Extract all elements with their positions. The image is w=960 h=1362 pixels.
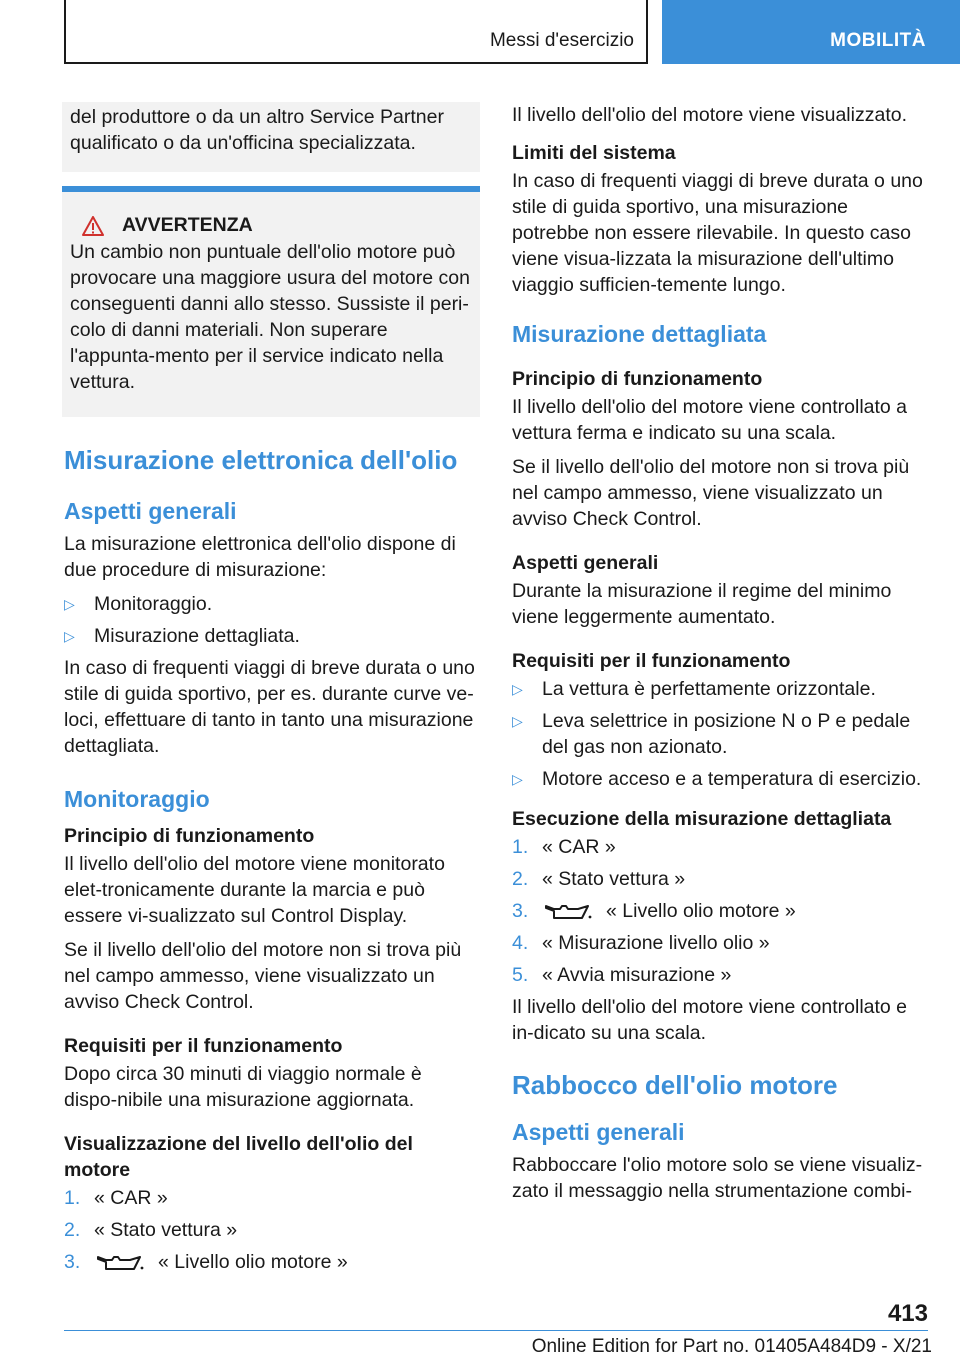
list-item bbox=[512, 708, 928, 760]
list-item-text: La vettura è perfettamente orizzontale. bbox=[542, 678, 876, 700]
heading-detail-general: Aspetti generali bbox=[512, 552, 659, 574]
step-item bbox=[64, 1249, 480, 1275]
step-number: 2. bbox=[64, 1219, 81, 1241]
heading-requirements: Requisiti per il funzionamento bbox=[64, 1035, 343, 1057]
step-text: « Misurazione livello olio » bbox=[542, 932, 770, 954]
detail-principle-text-2: Se il livello dell'olio del motore non si trova più nel campo ammesso, viene visualizzato un avviso Check Control. bbox=[512, 456, 910, 530]
warning-header bbox=[70, 214, 472, 237]
result-text: Il livello dell'olio del motore viene controllato e in-dicato su una scala. bbox=[512, 996, 908, 1044]
footer-divider bbox=[64, 1330, 928, 1331]
heading-principle: Principio di funzionamento bbox=[64, 825, 315, 847]
heading-principle-detail: Principio di funzionamento bbox=[512, 368, 763, 390]
heading-execution: Esecuzione della misurazione dettagliata bbox=[512, 808, 892, 830]
heading-electronic-oil: Misurazione elettronica dell'olio bbox=[64, 445, 458, 475]
header-section-box bbox=[64, 0, 648, 64]
heading-detailed: Misurazione dettagliata bbox=[512, 321, 767, 347]
step-item bbox=[512, 866, 928, 892]
page-number: 413 bbox=[887, 1300, 928, 1327]
right-column bbox=[512, 102, 928, 1212]
execution-steps bbox=[512, 834, 928, 988]
heading-general: Aspetti generali bbox=[64, 498, 237, 524]
heading-display-level: Visualizzazione del livello dell'olio del motore bbox=[64, 1133, 413, 1181]
list-item-text: Leva selettrice in posizione N o P e pedale del gas non azionato. bbox=[542, 710, 911, 758]
top-text: Il livello dell'olio del motore viene visualizzato. bbox=[512, 104, 907, 126]
oil-can-icon bbox=[544, 902, 592, 922]
heading-monitoring: Monitoraggio bbox=[64, 786, 210, 812]
detail-general-text: Durante la misurazione il regime del minimo viene leggermente aumentato. bbox=[512, 580, 892, 628]
oil-can-icon bbox=[96, 1253, 144, 1273]
step-item bbox=[64, 1217, 480, 1243]
list-item bbox=[512, 676, 928, 702]
step-item bbox=[64, 1185, 480, 1211]
step-number: 2. bbox=[512, 868, 529, 890]
triangle-bullet-icon: ▷ bbox=[512, 713, 523, 729]
intro-text: del produttore o da un altro Service Partner qualificato o da un'officina specializzata. bbox=[70, 106, 444, 154]
step-number: 3. bbox=[64, 1251, 81, 1273]
step-text: « Livello olio motore » bbox=[158, 1251, 348, 1273]
list-item-text: Monitoraggio. bbox=[94, 593, 213, 615]
detail-principle-text: Il livello dell'olio del motore viene controllato a vettura ferma e indicato su una scala. bbox=[512, 396, 908, 444]
step-text: « Stato vettura » bbox=[94, 1219, 238, 1241]
requirements-bullets bbox=[512, 676, 928, 792]
triangle-bullet-icon: ▷ bbox=[64, 596, 75, 612]
display-steps bbox=[64, 1185, 480, 1275]
step-text: « CAR » bbox=[542, 836, 616, 858]
heading-limits: Limiti del sistema bbox=[512, 142, 676, 164]
step-item bbox=[512, 898, 928, 924]
step-number: 4. bbox=[512, 932, 529, 954]
step-number: 5. bbox=[512, 964, 529, 986]
list-item bbox=[64, 591, 480, 617]
step-number: 1. bbox=[64, 1187, 81, 1209]
limits-text: In caso di frequenti viaggi di breve durata o uno stile di guida sportivo, una misurazione potrebbe non essere rilevabile. In questo caso viene visua-lizzata la misurazione dell'ultimo viaggio sufficien-temente lungo. bbox=[512, 170, 923, 296]
triangle-bullet-icon: ▷ bbox=[64, 628, 75, 644]
step-number: 3. bbox=[512, 900, 529, 922]
list-item bbox=[512, 766, 928, 792]
intro-box bbox=[62, 102, 480, 172]
list-item bbox=[64, 623, 480, 649]
triangle-bullet-icon: ▷ bbox=[512, 771, 523, 787]
footer-edition: Online Edition for Part no. 01405A484D9 - X/21 bbox=[531, 1336, 932, 1357]
step-item bbox=[512, 962, 928, 988]
general-text: La misurazione elettronica dell'olio dispone di due procedure di misurazione: bbox=[64, 533, 456, 581]
list-item-text: Motore acceso e a temperatura di esercizio. bbox=[542, 768, 922, 790]
warning-title: AVVERTENZA bbox=[122, 214, 253, 236]
general-bullets bbox=[64, 591, 480, 649]
header-chapter-tab bbox=[662, 0, 960, 64]
left-column bbox=[64, 102, 480, 1281]
heading-refill: Rabbocco dell'olio motore bbox=[512, 1070, 838, 1100]
heading-detail-requirements: Requisiti per il funzionamento bbox=[512, 650, 791, 672]
warning-box bbox=[62, 186, 480, 417]
step-text: « Avvia misurazione » bbox=[542, 964, 732, 986]
list-item-text: Misurazione dettagliata. bbox=[94, 625, 300, 647]
principle-text-2: Se il livello dell'olio del motore non si trova più nel campo ammesso, viene visualizzato un avviso Check Control. bbox=[64, 939, 462, 1013]
warning-triangle-icon bbox=[82, 216, 104, 236]
chapter-title: MOBILITÀ bbox=[830, 30, 926, 51]
refill-general-text: Rabboccare l'olio motore solo se viene visualiz-zato il messaggio nella strumentazione combi- bbox=[512, 1154, 923, 1202]
step-item bbox=[512, 930, 928, 956]
section-title: Messi d'esercizio bbox=[489, 30, 634, 51]
principle-text: Il livello dell'olio del motore viene monitorato elet-tronicamente durante la marcia e può essere vi-sualizzato sul Control Display. bbox=[64, 853, 445, 927]
step-item bbox=[512, 834, 928, 860]
step-number: 1. bbox=[512, 836, 529, 858]
general-text-2: In caso di frequenti viaggi di breve durata o uno stile di guida sportivo, per es. durante curve ve-loci, effettuare di tanto in tanto una misurazione dettagliata. bbox=[64, 657, 475, 757]
step-text: « Stato vettura » bbox=[542, 868, 686, 890]
requirements-text: Dopo circa 30 minuti di viaggio normale è dispo-nibile una misurazione aggiornata. bbox=[64, 1063, 422, 1111]
heading-refill-general: Aspetti generali bbox=[512, 1119, 685, 1145]
triangle-bullet-icon: ▷ bbox=[512, 681, 523, 697]
step-text: « Livello olio motore » bbox=[606, 900, 796, 922]
warning-text: Un cambio non puntuale dell'olio motore può provocare una maggiore usura del motore con conseguenti danni allo stesso. Sussiste il peri-colo di danni materiali. Non superare l'appunta-mento per il service indicato nella vettura. bbox=[70, 241, 470, 393]
step-text: « CAR » bbox=[94, 1187, 168, 1209]
